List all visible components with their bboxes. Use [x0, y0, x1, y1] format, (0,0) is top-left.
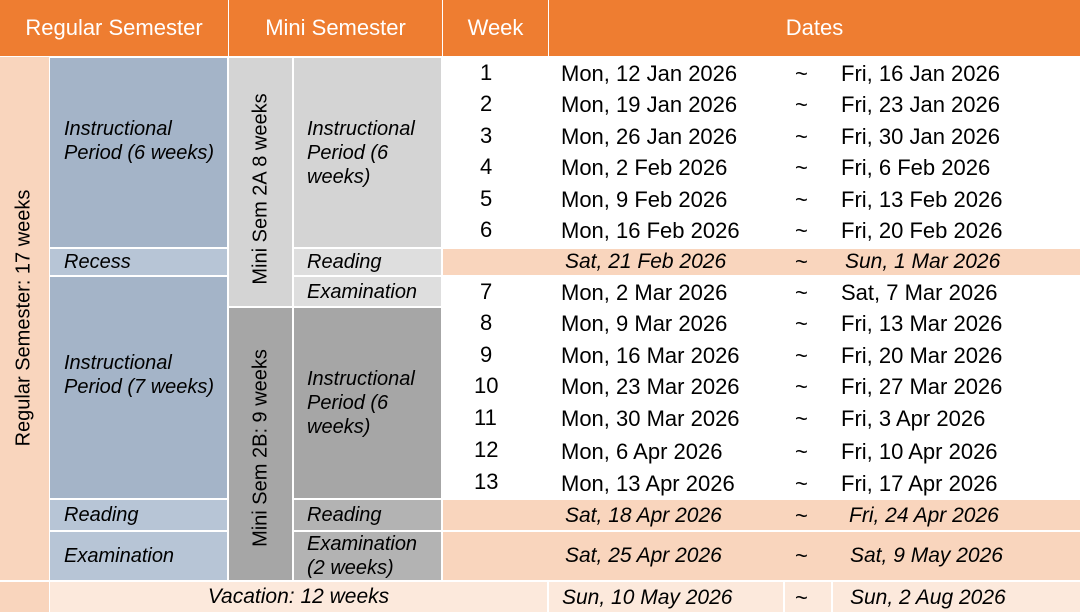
end-date: Fri, 6 Feb 2026	[841, 155, 991, 180]
date-separator: ~	[795, 280, 808, 305]
break-end-date: Fri, 24 Apr 2026	[849, 504, 999, 527]
end-date: Fri, 16 Jan 2026	[841, 61, 1000, 86]
break-start-date: Sat, 25 Apr 2026	[565, 544, 722, 567]
header-regular-semester: Regular Semester	[0, 0, 228, 56]
week-number: 1	[480, 60, 493, 85]
date-separator: ~	[795, 249, 808, 274]
break-end-date: Sat, 9 May 2026	[850, 544, 1003, 567]
start-date: Mon, 9 Feb 2026	[561, 187, 728, 212]
week-number: 8	[480, 310, 493, 335]
break-end-date: Sun, 1 Mar 2026	[845, 250, 1001, 273]
date-separator: ~	[795, 503, 808, 528]
week-number: 10	[474, 373, 499, 398]
start-date: Mon, 30 Mar 2026	[561, 406, 740, 431]
end-date: Sat, 7 Mar 2026	[841, 280, 998, 305]
header-dates: Dates	[548, 0, 1080, 56]
week-number: 11	[474, 405, 497, 430]
week-number: 5	[480, 186, 493, 211]
week-number: 4	[480, 154, 493, 179]
start-date: Mon, 16 Feb 2026	[561, 218, 740, 243]
week-number: 12	[474, 437, 499, 462]
week-number: 3	[480, 123, 493, 148]
vacation-start-date: Sun, 10 May 2026	[562, 586, 733, 609]
start-date: Mon, 9 Mar 2026	[561, 311, 728, 336]
end-date: Fri, 20 Mar 2026	[841, 343, 1003, 368]
mini-2a-reading: Reading	[294, 249, 441, 275]
date-separator: ~	[795, 374, 808, 399]
regular-examination: Examination	[50, 532, 227, 580]
end-date: Fri, 20 Feb 2026	[841, 218, 1003, 243]
end-date: Fri, 30 Jan 2026	[841, 124, 1000, 149]
vacation-tilde-band	[785, 582, 831, 612]
vacation-left-band	[0, 582, 49, 612]
date-separator: ~	[795, 124, 808, 149]
mini-2b-examination-label: Examination (2 weeks)	[307, 533, 418, 579]
week-number: 7	[480, 279, 493, 304]
date-separator: ~	[795, 92, 808, 117]
end-date: Fri, 27 Mar 2026	[841, 374, 1003, 399]
mini-sem-2b-label: Mini Sem 2B: 9 weeks	[249, 349, 272, 547]
end-date: Fri, 17 Apr 2026	[841, 471, 998, 496]
start-date: Mon, 6 Apr 2026	[561, 439, 723, 464]
date-separator: ~	[795, 471, 808, 496]
header-mini-semester: Mini Semester	[228, 0, 442, 56]
end-date: Fri, 13 Mar 2026	[841, 311, 1003, 336]
date-separator: ~	[795, 543, 808, 568]
date-separator: ~	[795, 439, 808, 464]
mini-2b-reading: Reading	[294, 500, 441, 530]
date-separator: ~	[795, 187, 808, 212]
mini-2b-instructional-label: Instructional Period (6 weeks)	[307, 368, 415, 438]
week-number: 13	[474, 469, 499, 494]
end-date: Fri, 13 Feb 2026	[841, 187, 1003, 212]
regular-reading: Reading	[50, 500, 227, 530]
start-date: Mon, 23 Mar 2026	[561, 374, 740, 399]
vacation-label: Vacation: 12 weeks	[207, 585, 390, 608]
date-separator: ~	[795, 406, 808, 431]
mini-2a-examination: Examination	[294, 277, 441, 306]
date-separator: ~	[795, 343, 808, 368]
start-date: Mon, 12 Jan 2026	[561, 61, 738, 86]
end-date: Fri, 3 Apr 2026	[841, 406, 986, 431]
regular-recess: Recess	[50, 249, 227, 275]
end-date: Fri, 10 Apr 2026	[841, 439, 998, 464]
start-date: Mon, 13 Apr 2026	[561, 471, 735, 496]
mini-sem-2a-label: Mini Sem 2A 8 weeks	[249, 93, 272, 285]
regular-instructional-2-label: Instructional Period (7 weeks)	[64, 352, 215, 398]
break-start-date: Sat, 21 Feb 2026	[565, 250, 727, 273]
start-date: Mon, 26 Jan 2026	[561, 124, 738, 149]
date-separator: ~	[795, 585, 808, 610]
regular-instructional-1-label: Instructional Period (6 weeks)	[64, 118, 215, 164]
mini-2a-instructional-label: Instructional Period (6 weeks)	[307, 118, 415, 188]
start-date: Mon, 16 Mar 2026	[561, 343, 740, 368]
date-separator: ~	[795, 61, 808, 86]
date-separator: ~	[795, 311, 808, 336]
week-number: 2	[480, 91, 493, 116]
end-date: Fri, 23 Jan 2026	[841, 92, 1000, 117]
start-date: Mon, 19 Jan 2026	[561, 92, 738, 117]
vacation-end-date: Sun, 2 Aug 2026	[850, 586, 1006, 609]
week-number: 9	[480, 342, 493, 367]
date-separator: ~	[795, 218, 808, 243]
week-number: 6	[480, 217, 493, 242]
start-date: Mon, 2 Mar 2026	[561, 280, 728, 305]
regular-semester-label: Regular Semester: 17 weeks	[12, 189, 35, 447]
date-separator: ~	[795, 155, 808, 180]
header-week: Week	[442, 0, 548, 56]
start-date: Mon, 2 Feb 2026	[561, 155, 728, 180]
break-start-date: Sat, 18 Apr 2026	[565, 504, 722, 527]
